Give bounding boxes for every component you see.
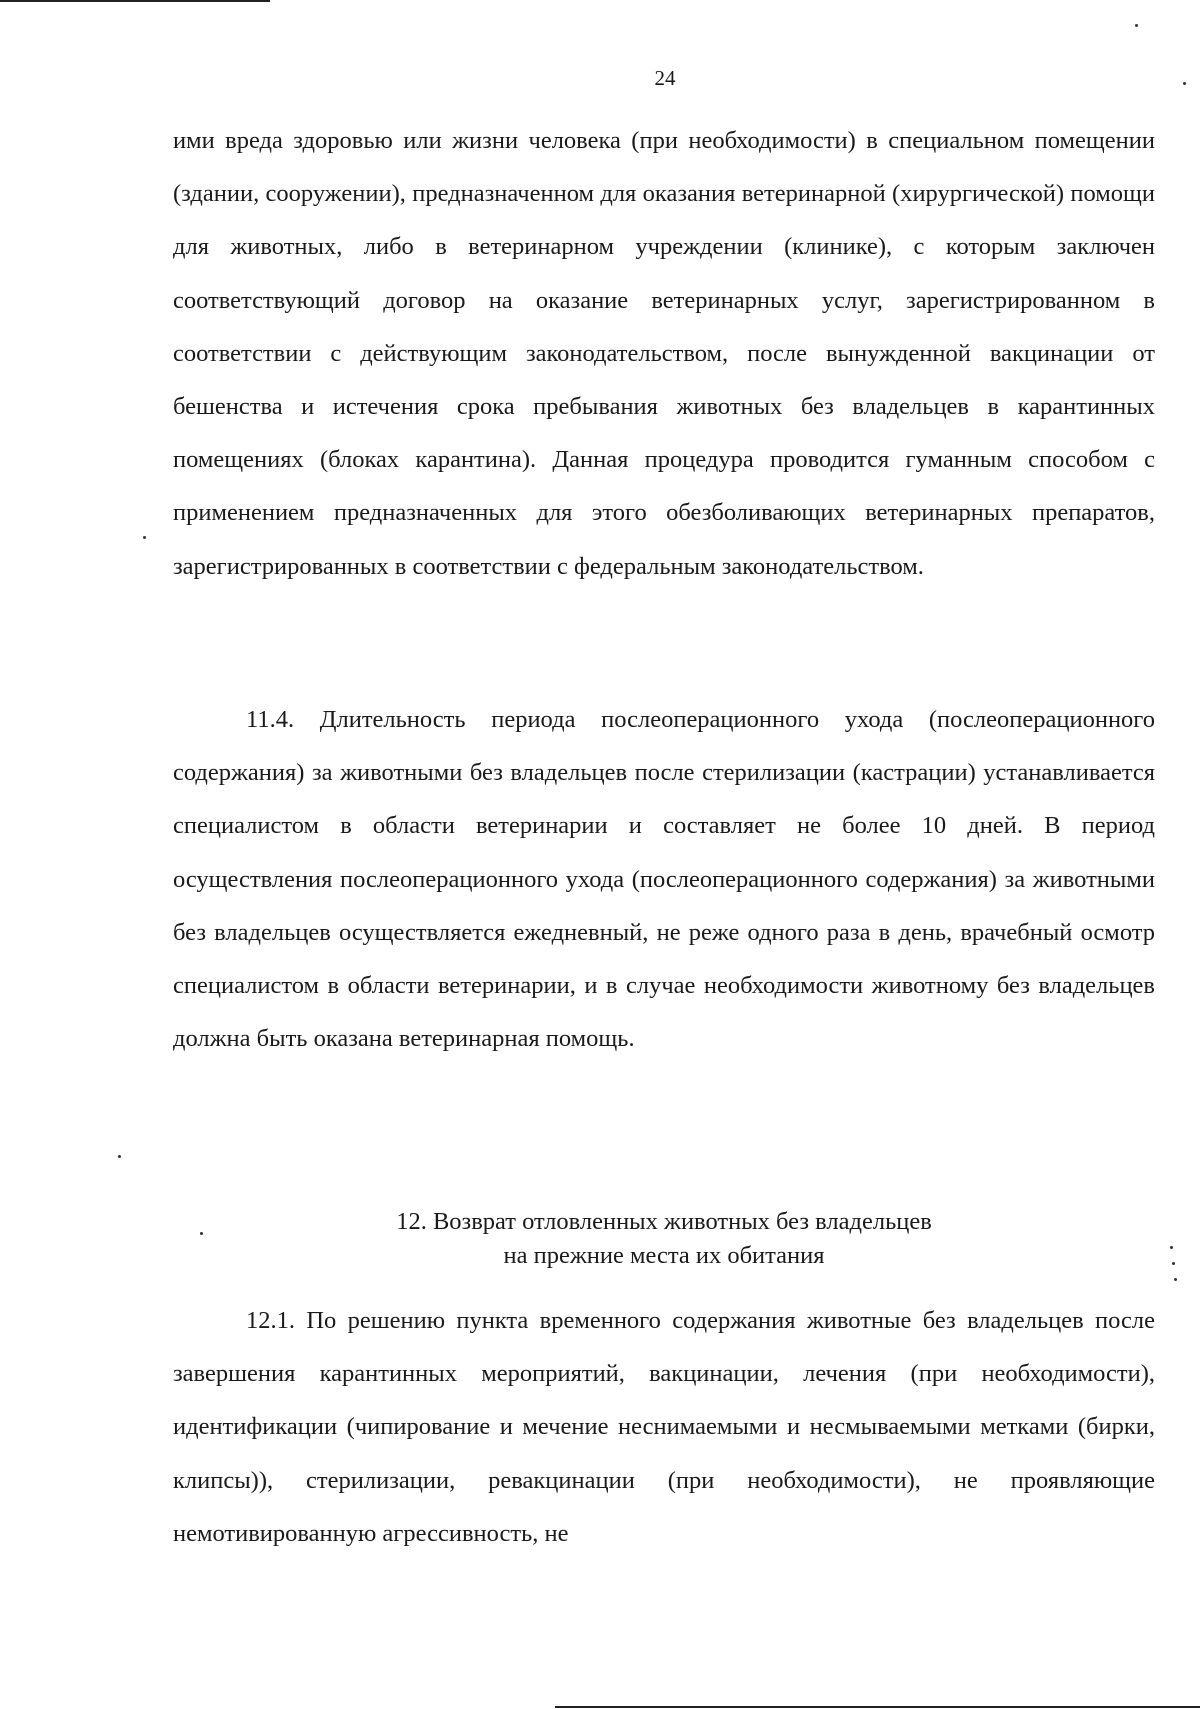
paragraph-12-1: 12.1. По решению пункта временного содержания животные без владельцев после завершения карантинных мероприятий, вакцинации, лечения (при необходимости), идентификации (чипирование и мечение неснимаемыми и несмываемыми метками (бирки, клипсы)), стерилизации, ревакцинации (при необходимости), не проявляющие немотивированную агрессивность, не [173, 1307, 1155, 1547]
scan-speck [1183, 82, 1186, 85]
scan-speck [143, 536, 146, 539]
scan-speck [1170, 1246, 1173, 1249]
paragraph-continuation: ими вреда здоровью или жизни человека (при необходимости) в специальном помещении (здании, сооружении), предназначенном для оказания ветеринарной (хирургической) помощи для животных, либо в ветеринарном учреждении (клинике), с которым заключен соответствующий договор на оказание ветеринарных услуг, зарегистрированном в соответствии с действующим законодательством, после вынужденной вакцинации от бешенства и истечения срока пребывания животных без владельцев в карантинных помещениях (блоках карантина). Данная процедура проводится гуманным способом с применением предназначенных для этого обезболивающих ветеринарных препаратов, зарегистрированных в соответствии с федеральным законодательством. [173, 127, 1155, 580]
paragraph-11-4: 11.4. Длительность периода послеоперационного ухода (послеоперационного содержания) за животными без владельцев после стерилизации (кастрации) устанавливается специалистом в области ветеринарии и составляет не более 10 дней. В период осуществления послеоперационного ухода (послеоперационного содержания) за животными без владельцев осуществляется ежедневный, не реже одного раза в день, врачебный осмотр специалистом в области ветеринарии, и в случае необходимости животному без владельцев должна быть оказана ветеринарная помощь. [173, 706, 1155, 1053]
section-12-heading [173, 1205, 1155, 1273]
page-number: 24 [654, 66, 676, 90]
scan-edge-top [0, 0, 270, 2]
section-12-heading-line2: на прежние места их обитания [503, 1242, 825, 1269]
section-12-heading-line1: 12. Возврат отловленных животных без владельцев [396, 1208, 932, 1235]
scan-speck [200, 1232, 203, 1235]
scan-speck [118, 1155, 121, 1158]
scan-speck [1172, 1262, 1175, 1265]
scan-edge-bottom [555, 1706, 1200, 1708]
scan-speck [1135, 24, 1138, 27]
scan-speck [1174, 1278, 1177, 1281]
